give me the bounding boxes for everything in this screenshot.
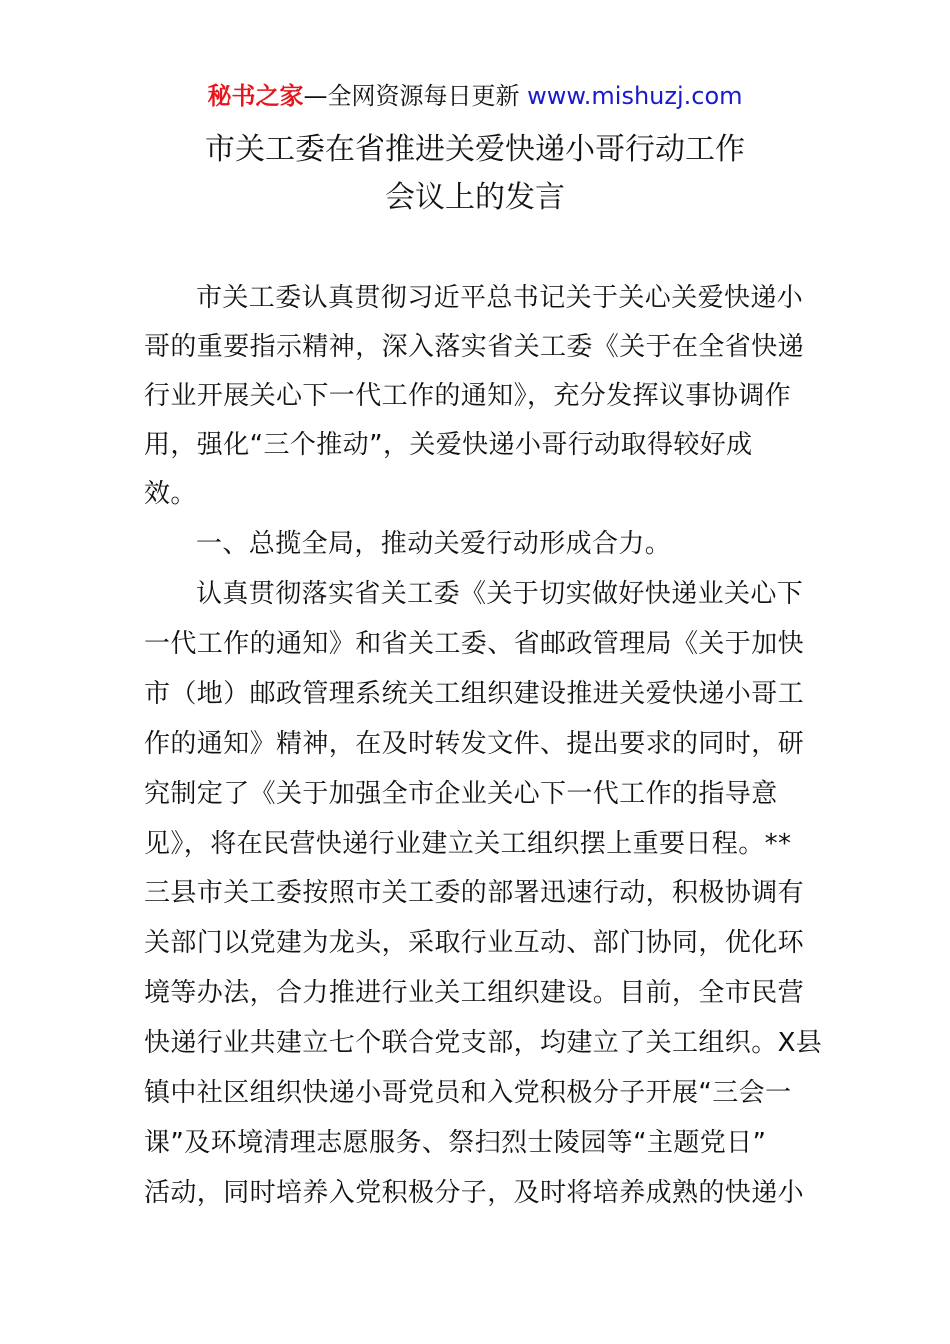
body-line: 课”及环境清理志愿服务、祭扫烈士陵园等“主题党日” [144,1128,767,1158]
site-url-link[interactable]: www.mishuzj.com [527,82,743,110]
header-tagline: —全网资源每日更新 [303,82,528,110]
section-heading: 一、总揽全局，推动关爱行动形成合力。 [196,529,672,559]
body-line: 市（地）邮政管理系统关工组织建设推进关爱快递小哥工 [144,679,805,709]
body-line: 市关工委认真贯彻习近平总书记关于关心关爱快递小 [196,283,804,313]
brand-name: 秘书之家 [207,82,304,110]
body-line: 见》，将在民营快递行业建立关工组织摆上重要日程。** [144,829,792,859]
body-line: 究制定了《关于加强全市企业关心下一代工作的指导意 [144,779,778,809]
body-line: 作的通知》精神，在及时转发文件、提出要求的同时，研 [144,729,805,759]
document-title-line-2: 会议上的发言 [385,180,565,215]
body-line: 效。 [144,479,197,509]
body-line: 行业开展关心下一代工作的通知》，充分发挥议事协调作 [144,381,792,411]
body-line: 一代工作的通知》和省关工委、省邮政管理局《关于加快 [144,629,805,659]
body-line: 镇中社区组织快递小哥党员和入党积极分子开展“三会一 [144,1078,792,1108]
body-line: 快递行业共建立七个联合党支部，均建立了关工组织。X县 [144,1028,823,1058]
body-line: 境等办法，合力推进行业关工组织建设。目前，全市民营 [144,978,805,1008]
body-line: 哥的重要指示精神，深入落实省关工委《关于在全省快递 [144,332,805,362]
body-line: 认真贯彻落实省关工委《关于切实做好快递业关心下 [196,579,804,609]
body-line: 活动，同时培养入党积极分子，及时将培养成熟的快递小 [144,1178,805,1208]
site-header [0,80,950,112]
document-title-line-1: 市关工委在省推进关爱快递小哥行动工作 [205,132,745,167]
body-line: 用，强化“三个推动”，关爱快递小哥行动取得较好成 [144,430,753,460]
body-line: 关部门以党建为龙头，采取行业互动、部门协同，优化环 [144,928,805,958]
body-line: 三县市关工委按照市关工委的部署迅速行动，积极协调有 [144,878,805,908]
